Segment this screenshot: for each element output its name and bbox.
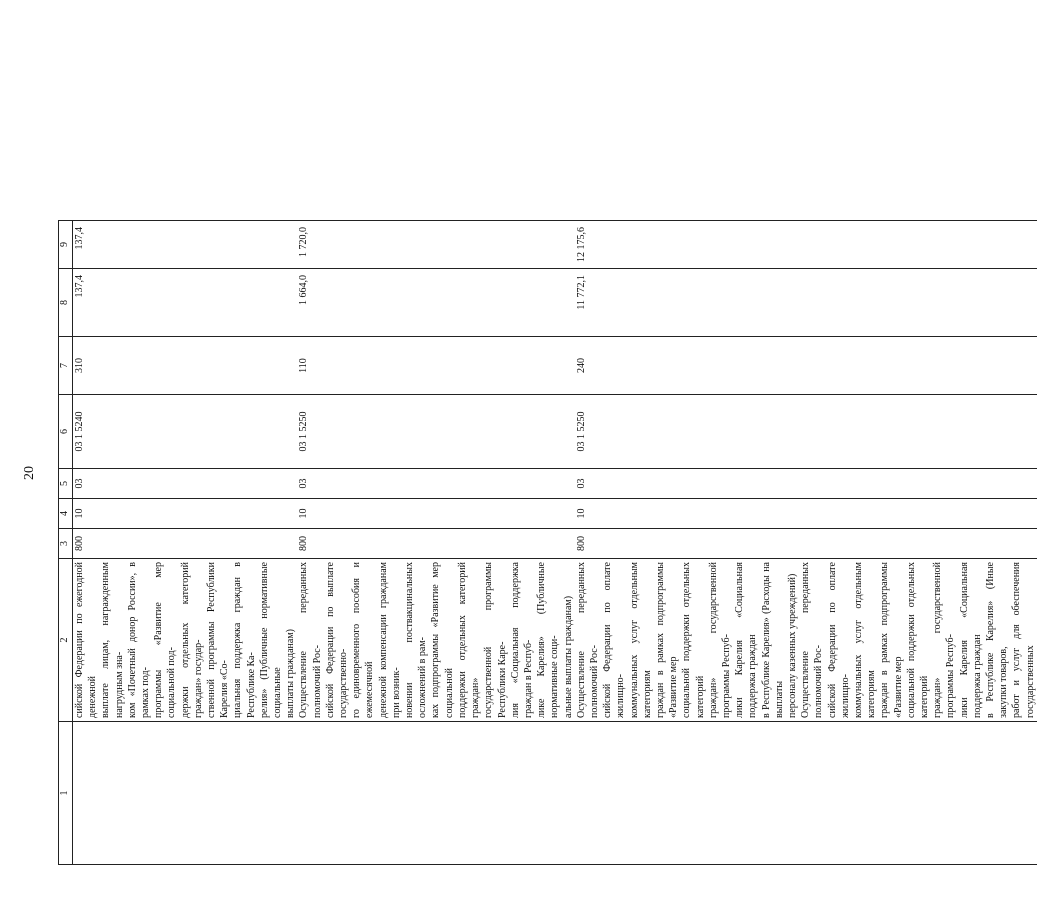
- cell-description: Осуществление переданных полномочий Рос- сийской Федерации по оплате жилищно- коммунальных услуг отдельным категориям граждан в рамках подпрограммы «Развитие мер социальной поддержки отдельных категорий граждан» государственной программы Респуб- лики Карелия «Социальная поддержка граждан в Республике Карелия» (Расходы на выплаты персоналу казенных учреждений): [575, 559, 799, 722]
- budget-table: [58, 220, 1037, 865]
- cell-target-article: 03 1 5250: [575, 395, 799, 469]
- cell-section: 10: [73, 499, 298, 529]
- cell-description: Осуществление переданных полномочий Рос- сийской Федерации по оплате жилищно- коммунальных услуг отдельным категориям граждан в рамках подпрограммы «Развитие мер социальной поддержки отдельных категорий граждан» государственной программы Респуб- лики Карелия «Социальная поддержка граждан в Республике Карелия» (Иные закупки товаров, работ и услуг для обеспечения государственных: [799, 559, 1037, 722]
- cell-description: сийской Федерации по ежегодной денежной выплате лицам, награжденным нагрудным зна- ком «Почетный донор России», в рамках под- программы «Развитие мер социальной под- держки отдельных категорий граждан» государ- ственной программы Республики Карелия «Со- циальная поддержка граждан в Республике Ка- релия» (Публичные нормативные социальные выплаты гражданам): [73, 559, 298, 722]
- cell-subsection: [799, 469, 1037, 499]
- cell-target-article: [799, 395, 1037, 469]
- cell-col1: [575, 722, 799, 865]
- table-row: [73, 221, 298, 865]
- cell-section: 10: [297, 499, 574, 529]
- cell-admin-code: [799, 529, 1037, 559]
- table-row: [575, 221, 799, 865]
- header-col-1: 1: [59, 722, 73, 865]
- table-body: [73, 221, 1037, 865]
- header-col-3: 3: [59, 529, 73, 559]
- cell-admin-code: 800: [73, 529, 298, 559]
- cell-amount-1: [799, 269, 1037, 337]
- table-row: [297, 221, 574, 865]
- table-row: [799, 221, 1037, 865]
- cell-col1: [73, 722, 298, 865]
- cell-amount-2: [799, 221, 1037, 269]
- cell-amount-1: 11 772,1: [575, 269, 799, 337]
- header-col-7: 7: [59, 337, 73, 395]
- cell-section: 10: [575, 499, 799, 529]
- cell-subsection: 03: [297, 469, 574, 499]
- cell-subsection: 03: [73, 469, 298, 499]
- cell-admin-code: 800: [575, 529, 799, 559]
- cell-col1: [297, 722, 574, 865]
- header-col-4: 4: [59, 499, 73, 529]
- cell-amount-2: 1 720,0: [297, 221, 574, 269]
- cell-expense-type: 240: [575, 337, 799, 395]
- page-number: 20: [22, 466, 37, 480]
- cell-expense-type: [799, 337, 1037, 395]
- cell-expense-type: 310: [73, 337, 298, 395]
- cell-description: Осуществление переданных полномочий Рос- сийской Федерации по выплате государственно- го единовременного пособия и ежемесячной денежной компенсации гражданам при возник- новении поствакцинальных осложнений в рам- ках подпрограммы «Развитие мер социальной поддержки отдельных категорий граждан» государственной программы Республики Каре- лия «Социальная поддержка граждан в Респуб- лике Карелия» (Публичные нормативные соци- альные выплаты гражданам): [297, 559, 574, 722]
- header-col-8: 8: [59, 269, 73, 337]
- cell-target-article: 03 1 5250: [297, 395, 574, 469]
- cell-amount-2: 12 175,6: [575, 221, 799, 269]
- table-header: [59, 221, 73, 865]
- cell-expense-type: 110: [297, 337, 574, 395]
- header-row: [59, 221, 73, 865]
- cell-amount-1: 1 664,0: [297, 269, 574, 337]
- cell-amount-1: 137,4: [73, 269, 298, 337]
- cell-subsection: 03: [575, 469, 799, 499]
- header-col-5: 5: [59, 469, 73, 499]
- cell-section: [799, 499, 1037, 529]
- cell-col1: [799, 722, 1037, 865]
- cell-target-article: 03 1 5240: [73, 395, 298, 469]
- header-col-2: 2: [59, 559, 73, 722]
- cell-amount-2: 137,4: [73, 221, 298, 269]
- header-col-6: 6: [59, 395, 73, 469]
- header-col-9: 9: [59, 221, 73, 269]
- cell-admin-code: 800: [297, 529, 574, 559]
